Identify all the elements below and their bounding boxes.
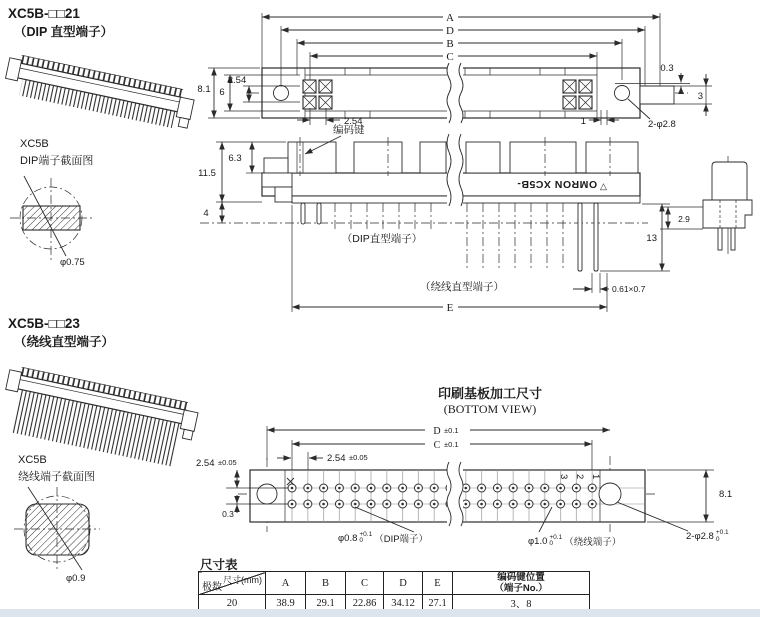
bottom-view-title bbox=[378, 386, 602, 417]
dim-row-pitch-label: 2.54 bbox=[227, 75, 247, 86]
table-header-D: D bbox=[384, 572, 423, 595]
wire-pin-diameter-label: φ0.9 bbox=[66, 573, 86, 584]
hole-dip-callout bbox=[338, 531, 428, 545]
dip-connector-body bbox=[3, 53, 196, 131]
dim-D-tol-main: D bbox=[433, 426, 441, 437]
wire-terminal-type: （绕线直型端子） bbox=[14, 335, 115, 349]
size-table bbox=[198, 571, 590, 612]
dim-C-tol-value: ±0.1 bbox=[444, 440, 459, 449]
pin-number-1: 1 bbox=[590, 474, 601, 480]
table-corner-unit: 尺寸(mm) bbox=[223, 575, 262, 585]
hole-dip-size: φ0.8 bbox=[338, 532, 358, 544]
dim-11-5-label: 11.5 bbox=[198, 168, 216, 179]
pcb-mount-hole-right bbox=[599, 483, 621, 505]
dip-terminal-type: （DIP 直型端子） bbox=[14, 25, 114, 39]
pin-size-label: 0.61×0.7 bbox=[612, 284, 646, 294]
dim-E-label: E bbox=[446, 302, 454, 314]
dim-C-tol-main: C bbox=[433, 440, 441, 451]
pcb-dim-0-3: 0.3 bbox=[222, 509, 234, 519]
table-header-coding-key: 编码键位置 （端子No.） bbox=[453, 572, 590, 595]
pin-number-2: 2 bbox=[574, 474, 585, 480]
dip-section-caption-line1: XC5B bbox=[20, 138, 49, 150]
mount-holes-label: 2-φ2.8 bbox=[648, 119, 676, 130]
dip-section-caption bbox=[20, 136, 93, 170]
heading-dip-model bbox=[8, 4, 113, 42]
table-header-B: B bbox=[306, 572, 346, 595]
table-cell-coding-key: 3、8 bbox=[453, 595, 590, 612]
dip-terminal-zone-label: （DIP直型端子） bbox=[341, 233, 423, 245]
table-header-C: C bbox=[346, 572, 384, 595]
pcb-break bbox=[447, 462, 463, 526]
hole-dip-type: （DIP端子） bbox=[374, 534, 429, 545]
pcb-mount-hole-left bbox=[257, 484, 277, 504]
dip-section-caption-line2: DIP端子截面图 bbox=[20, 155, 94, 167]
mount-hole-right bbox=[615, 86, 630, 101]
heading-wire-model bbox=[8, 314, 114, 352]
dim-6-label: 6 bbox=[219, 87, 225, 98]
table-cell-E: 27.1 bbox=[423, 595, 453, 612]
pin-holes-row-2 bbox=[284, 496, 600, 512]
table-cell-A: 38.9 bbox=[266, 595, 306, 612]
dim-D-tol-value: ±0.1 bbox=[444, 426, 459, 435]
wire-section-caption-line1: XC5B bbox=[18, 454, 47, 466]
hole-wire-tolerance: +0.1 0 bbox=[549, 533, 563, 547]
dip-pin-diameter-label: φ0.75 bbox=[60, 257, 85, 268]
hole-wire-size: φ1.0 bbox=[528, 535, 548, 547]
pcb-pitch-v-main: 2.54 bbox=[196, 458, 215, 469]
dim-13-label: 13 bbox=[646, 233, 657, 244]
table-corner-poles: 极数 bbox=[202, 582, 222, 593]
dip-terminal-cross-section bbox=[5, 170, 135, 270]
dip-model-number: XC5B-□□21 bbox=[8, 6, 80, 21]
hole-mount-size: 2-φ2.8 bbox=[686, 531, 714, 542]
hole-wire-type: （绕线端子） bbox=[564, 537, 622, 548]
dim-8-1-label: 8.1 bbox=[197, 84, 211, 95]
table-cell-B: 29.1 bbox=[306, 595, 346, 612]
table-corner-cell bbox=[199, 572, 266, 595]
pcb-pitch-v-tol: ±0.05 bbox=[218, 458, 237, 467]
top-view-break bbox=[447, 63, 463, 123]
wire-terminal-zone-label: （绕线直型端子） bbox=[420, 281, 504, 293]
hole-mount-tolerance: +0.1 0 bbox=[715, 529, 729, 543]
wire-terminal-cross-section bbox=[5, 478, 135, 588]
side-view-drawing bbox=[195, 120, 760, 320]
hole-dip-tolerance: +0.1 0 bbox=[359, 530, 373, 544]
hole-mount-callout bbox=[686, 530, 729, 543]
dim-A-label: A bbox=[446, 12, 454, 24]
table-header-A: A bbox=[266, 572, 306, 595]
dim-B-label: B bbox=[446, 38, 454, 50]
table-header-E: E bbox=[423, 572, 453, 595]
table-cell-poles: 20 bbox=[199, 595, 266, 612]
dim-6-3-label: 6.3 bbox=[228, 153, 242, 164]
bottom-view-title-cn: 印刷基板加工尺寸 bbox=[437, 386, 542, 401]
mount-hole-left bbox=[274, 86, 289, 101]
pin-holes-row-1 bbox=[284, 480, 600, 496]
dim-C-label: C bbox=[446, 51, 454, 63]
pcb-pitch-h-tol: ±0.05 bbox=[349, 453, 368, 462]
dim-D-label: D bbox=[446, 25, 454, 37]
dim-4-label: 4 bbox=[203, 208, 209, 219]
pcb-dim-8-1: 8.1 bbox=[719, 489, 733, 500]
top-view-drawing bbox=[195, 0, 760, 130]
wire-section-caption-line2: 绕线端子截面图 bbox=[18, 471, 95, 483]
side-view-pins bbox=[200, 203, 648, 271]
page-edge-bar bbox=[0, 609, 760, 617]
table-cell-C: 22.86 bbox=[346, 595, 384, 612]
brand-marking: OMRON XC5B- bbox=[516, 178, 598, 190]
hole-wire-callout bbox=[528, 534, 621, 548]
side-view-break bbox=[447, 134, 463, 208]
wire-model-number: XC5B-□□23 bbox=[8, 316, 80, 331]
coding-key-label: 编码键 bbox=[333, 124, 365, 136]
dim-3-label: 3 bbox=[697, 91, 703, 102]
dim-2-9-label: 2.9 bbox=[678, 214, 690, 224]
pin-number-3: 3 bbox=[558, 474, 569, 480]
dim-1-label: 1 bbox=[580, 116, 586, 127]
pcb-bottom-view-drawing bbox=[195, 420, 760, 535]
bottom-view-title-en: (BOTTOM VIEW) bbox=[443, 402, 537, 416]
table-cell-D: 34.12 bbox=[384, 595, 423, 612]
size-table-title: 尺寸表 bbox=[200, 558, 238, 572]
dim-pin-pitch-label: 2.54 bbox=[344, 116, 363, 127]
brand-triangle-mark: △ bbox=[600, 181, 607, 191]
pcb-pitch-h-main: 2.54 bbox=[327, 453, 346, 464]
dim-0-3-label: 0.3 bbox=[660, 63, 674, 74]
end-profile-view bbox=[660, 156, 752, 254]
